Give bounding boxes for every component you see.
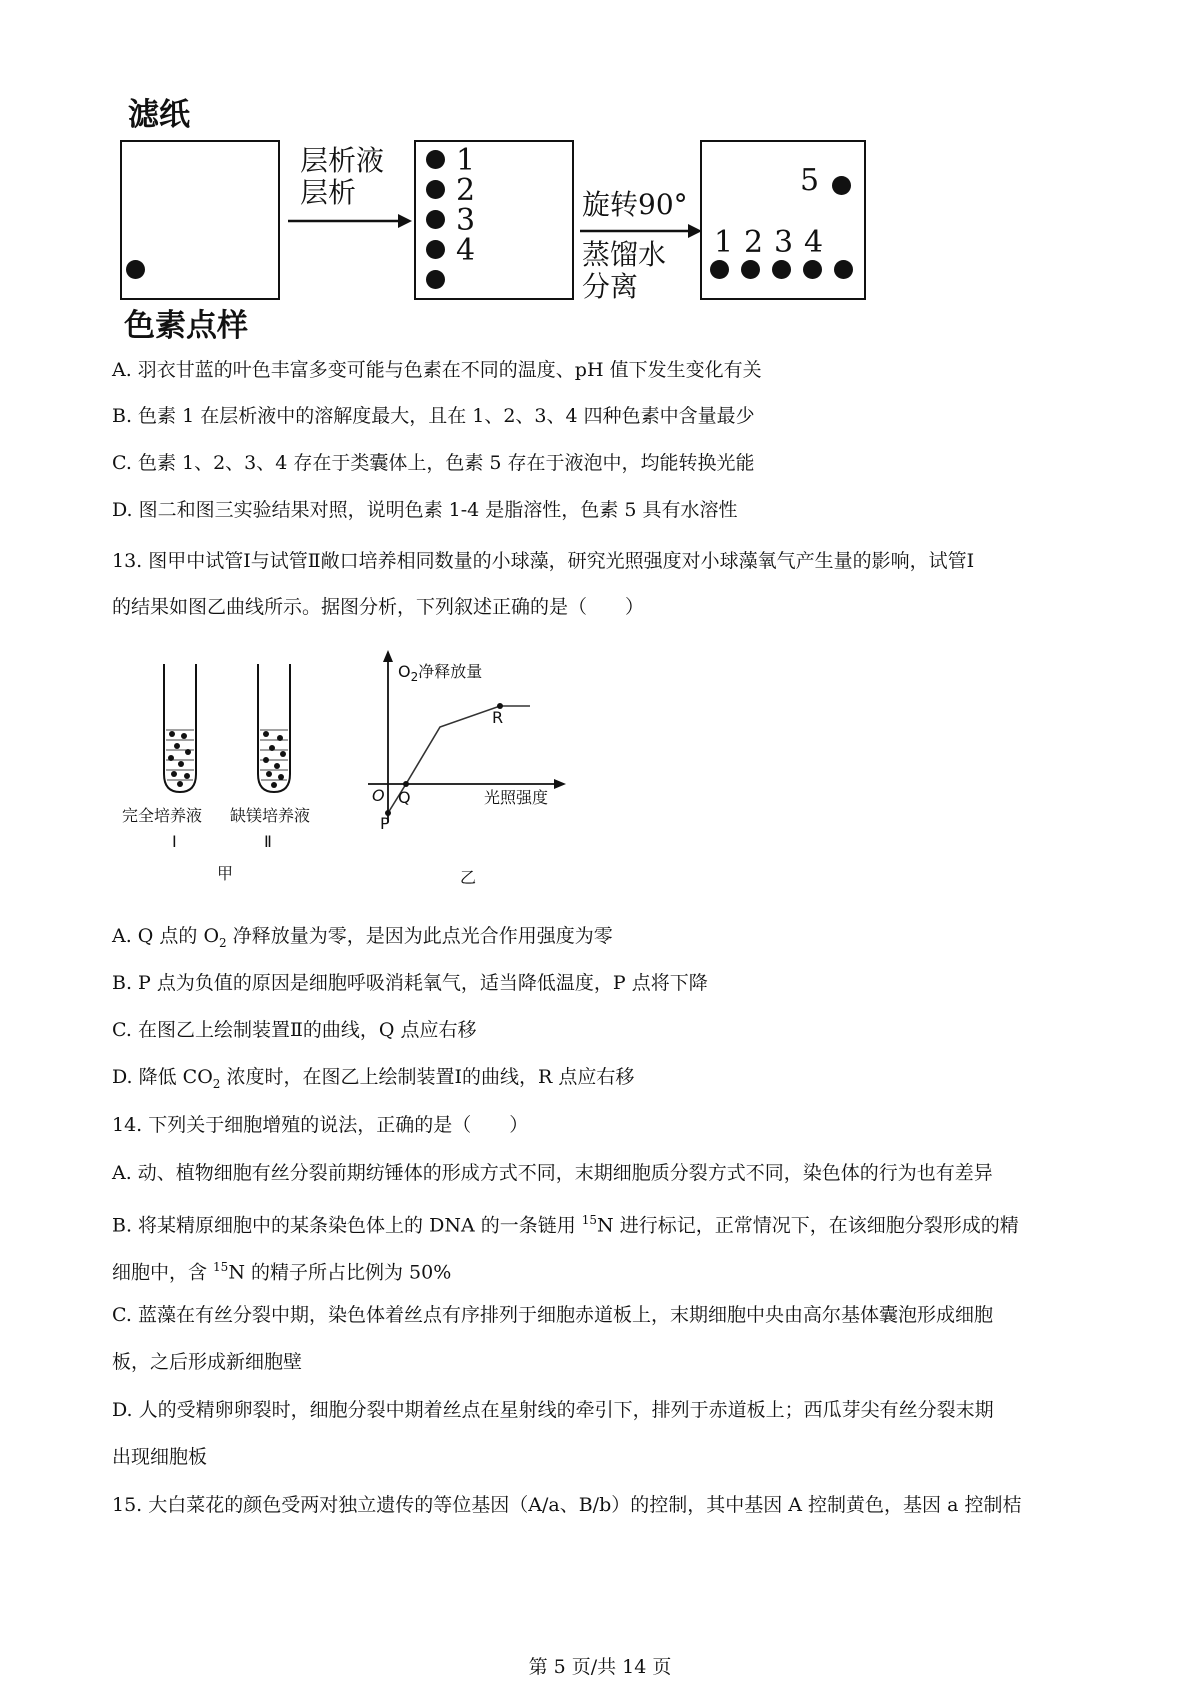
tube1-numeral: Ⅰ xyxy=(172,832,177,851)
q14-option-d-line1: D. 人的受精卵卵裂时，细胞分裂中期着丝点在星射线的牵引下，排列于赤道板上；西瓜芽尖有丝分裂末期 xyxy=(112,1399,994,1421)
q14-option-b-line1: B. 将某精原细胞中的某条染色体上的 DNA 的一条链用 $^{15}$N 进行标记，正常情况下，在该细胞分裂形成的精 xyxy=(112,1213,1019,1237)
pigment-spot-5b xyxy=(834,260,853,279)
point-r-label: R xyxy=(492,708,504,727)
q13-option-d: D. 降低 $CO_2$ 浓度时，在图乙上绘制装置Ⅰ的曲线，R 点应右移 xyxy=(112,1066,635,1091)
pigment-spot-4 xyxy=(803,260,822,279)
q13-stem-line2: 的结果如图乙曲线所示。据图分析，下列叙述正确的是（ ） xyxy=(112,596,645,618)
q12-option-a: A. 羽衣甘蓝的叶色丰富多变可能与色素在不同的温度、pH 值下发生变化有关 xyxy=(112,359,762,381)
pigment-spot-5 xyxy=(426,270,445,289)
graph-y-label: $O_2$净释放量 xyxy=(398,662,483,685)
separation-box xyxy=(700,140,866,300)
spot-label-2: 2 xyxy=(456,173,476,208)
spot-label-1: 1 xyxy=(714,225,734,260)
sample-spot xyxy=(126,260,145,279)
arrow-right-icon xyxy=(288,212,414,230)
arrow1-label-2: 层析 xyxy=(300,176,357,209)
q14-option-b-line2: 细胞中，含 $^{15}$N 的精子所占比例为 50% xyxy=(112,1260,452,1284)
arrow2-label-3: 分离 xyxy=(582,270,639,303)
q14-option-a: A. 动、植物细胞有丝分裂前期纺锤体的形成方式不同，末期细胞质分裂方式不同，染色体的行为也有差异 xyxy=(112,1162,993,1184)
test-tubes xyxy=(150,664,330,804)
graph-x-label: 光照强度 xyxy=(484,788,549,807)
figure-yi-label: 乙 xyxy=(460,868,477,887)
tube2-numeral: Ⅱ xyxy=(264,832,272,851)
chromatogram-box xyxy=(414,140,574,300)
pigment-spot-1 xyxy=(426,150,445,169)
spot-label-3: 3 xyxy=(774,225,794,260)
pigment-spot-3 xyxy=(426,210,445,229)
spot-label-3: 3 xyxy=(456,203,476,238)
pigment-spot-2 xyxy=(741,260,760,279)
q13-option-a: A. Q 点的 $O_2$ 净释放量为零，是因为此点光合作用强度为零 xyxy=(112,925,613,950)
q14-option-c-line2: 板，之后形成新细胞壁 xyxy=(112,1351,303,1373)
q13-stem-line1: 13. 图甲中试管Ⅰ与试管Ⅱ敞口培养相同数量的小球藻，研究光照强度对小球藻氧气产生量的影响，试管Ⅰ xyxy=(112,550,975,572)
q13-option-b: B. P 点为负值的原因是细胞呼吸消耗氧气，适当降低温度，P 点将下降 xyxy=(112,972,708,994)
arrow1-label-1: 层析液 xyxy=(300,144,385,177)
pigment-spot-5 xyxy=(832,176,851,195)
q14-stem: 14. 下列关于细胞增殖的说法，正确的是（ ） xyxy=(112,1114,529,1136)
filter-paper-label: 滤纸 xyxy=(128,97,190,133)
origin-label: O xyxy=(372,786,385,805)
spot-label-5: 5 xyxy=(800,163,820,198)
arrow2-label-2: 蒸馏水 xyxy=(582,238,667,271)
tube1-label: 完全培养液 xyxy=(122,806,203,825)
q12-option-b: B. 色素 1 在层析液中的溶解度最大，且在 1、2、3、4 四种色素中含量最少 xyxy=(112,405,755,427)
spot-label-4: 4 xyxy=(804,225,824,260)
q15-stem: 15. 大白菜花的颜色受两对独立遗传的等位基因（A/a、B/b）的控制，其中基因 A 控制黄色，基因 a 控制桔 xyxy=(112,1494,1022,1516)
filter-paper-box xyxy=(120,140,280,300)
q13-option-c: C. 在图乙上绘制装置Ⅱ的曲线，Q 点应右移 xyxy=(112,1019,477,1041)
q14-option-c-line1: C. 蓝藻在有丝分裂中期，染色体着丝点有序排列于细胞赤道板上，末期细胞中央由高尔基体囊泡形成细胞 xyxy=(112,1304,993,1326)
spot-label-4: 4 xyxy=(456,233,476,268)
pigment-spot-2 xyxy=(426,180,445,199)
q12-option-c: C. 色素 1、2、3、4 存在于类囊体上，色素 5 存在于液泡中，均能转换光能 xyxy=(112,452,755,474)
page-footer: 第 5 页/共 14 页 xyxy=(528,1656,672,1678)
pigment-spot-3 xyxy=(772,260,791,279)
q12-option-d: D. 图二和图三实验结果对照，说明色素 1-4 是脂溶性，色素 5 具有水溶性 xyxy=(112,499,738,521)
arrow2-label-1: 旋转90° xyxy=(582,188,688,221)
tube2-label: 缺镁培养液 xyxy=(230,806,311,825)
pigment-spot-1 xyxy=(710,260,729,279)
spot-label-1: 1 xyxy=(456,143,476,178)
figure-jia-label: 甲 xyxy=(217,864,234,883)
pigment-spot-4 xyxy=(426,240,445,259)
sample-label: 色素点样 xyxy=(124,308,248,344)
q14-option-d-line2: 出现细胞板 xyxy=(112,1446,208,1468)
point-p-label: P xyxy=(380,814,390,833)
spot-label-2: 2 xyxy=(744,225,764,260)
point-q-label: Q xyxy=(398,788,411,807)
